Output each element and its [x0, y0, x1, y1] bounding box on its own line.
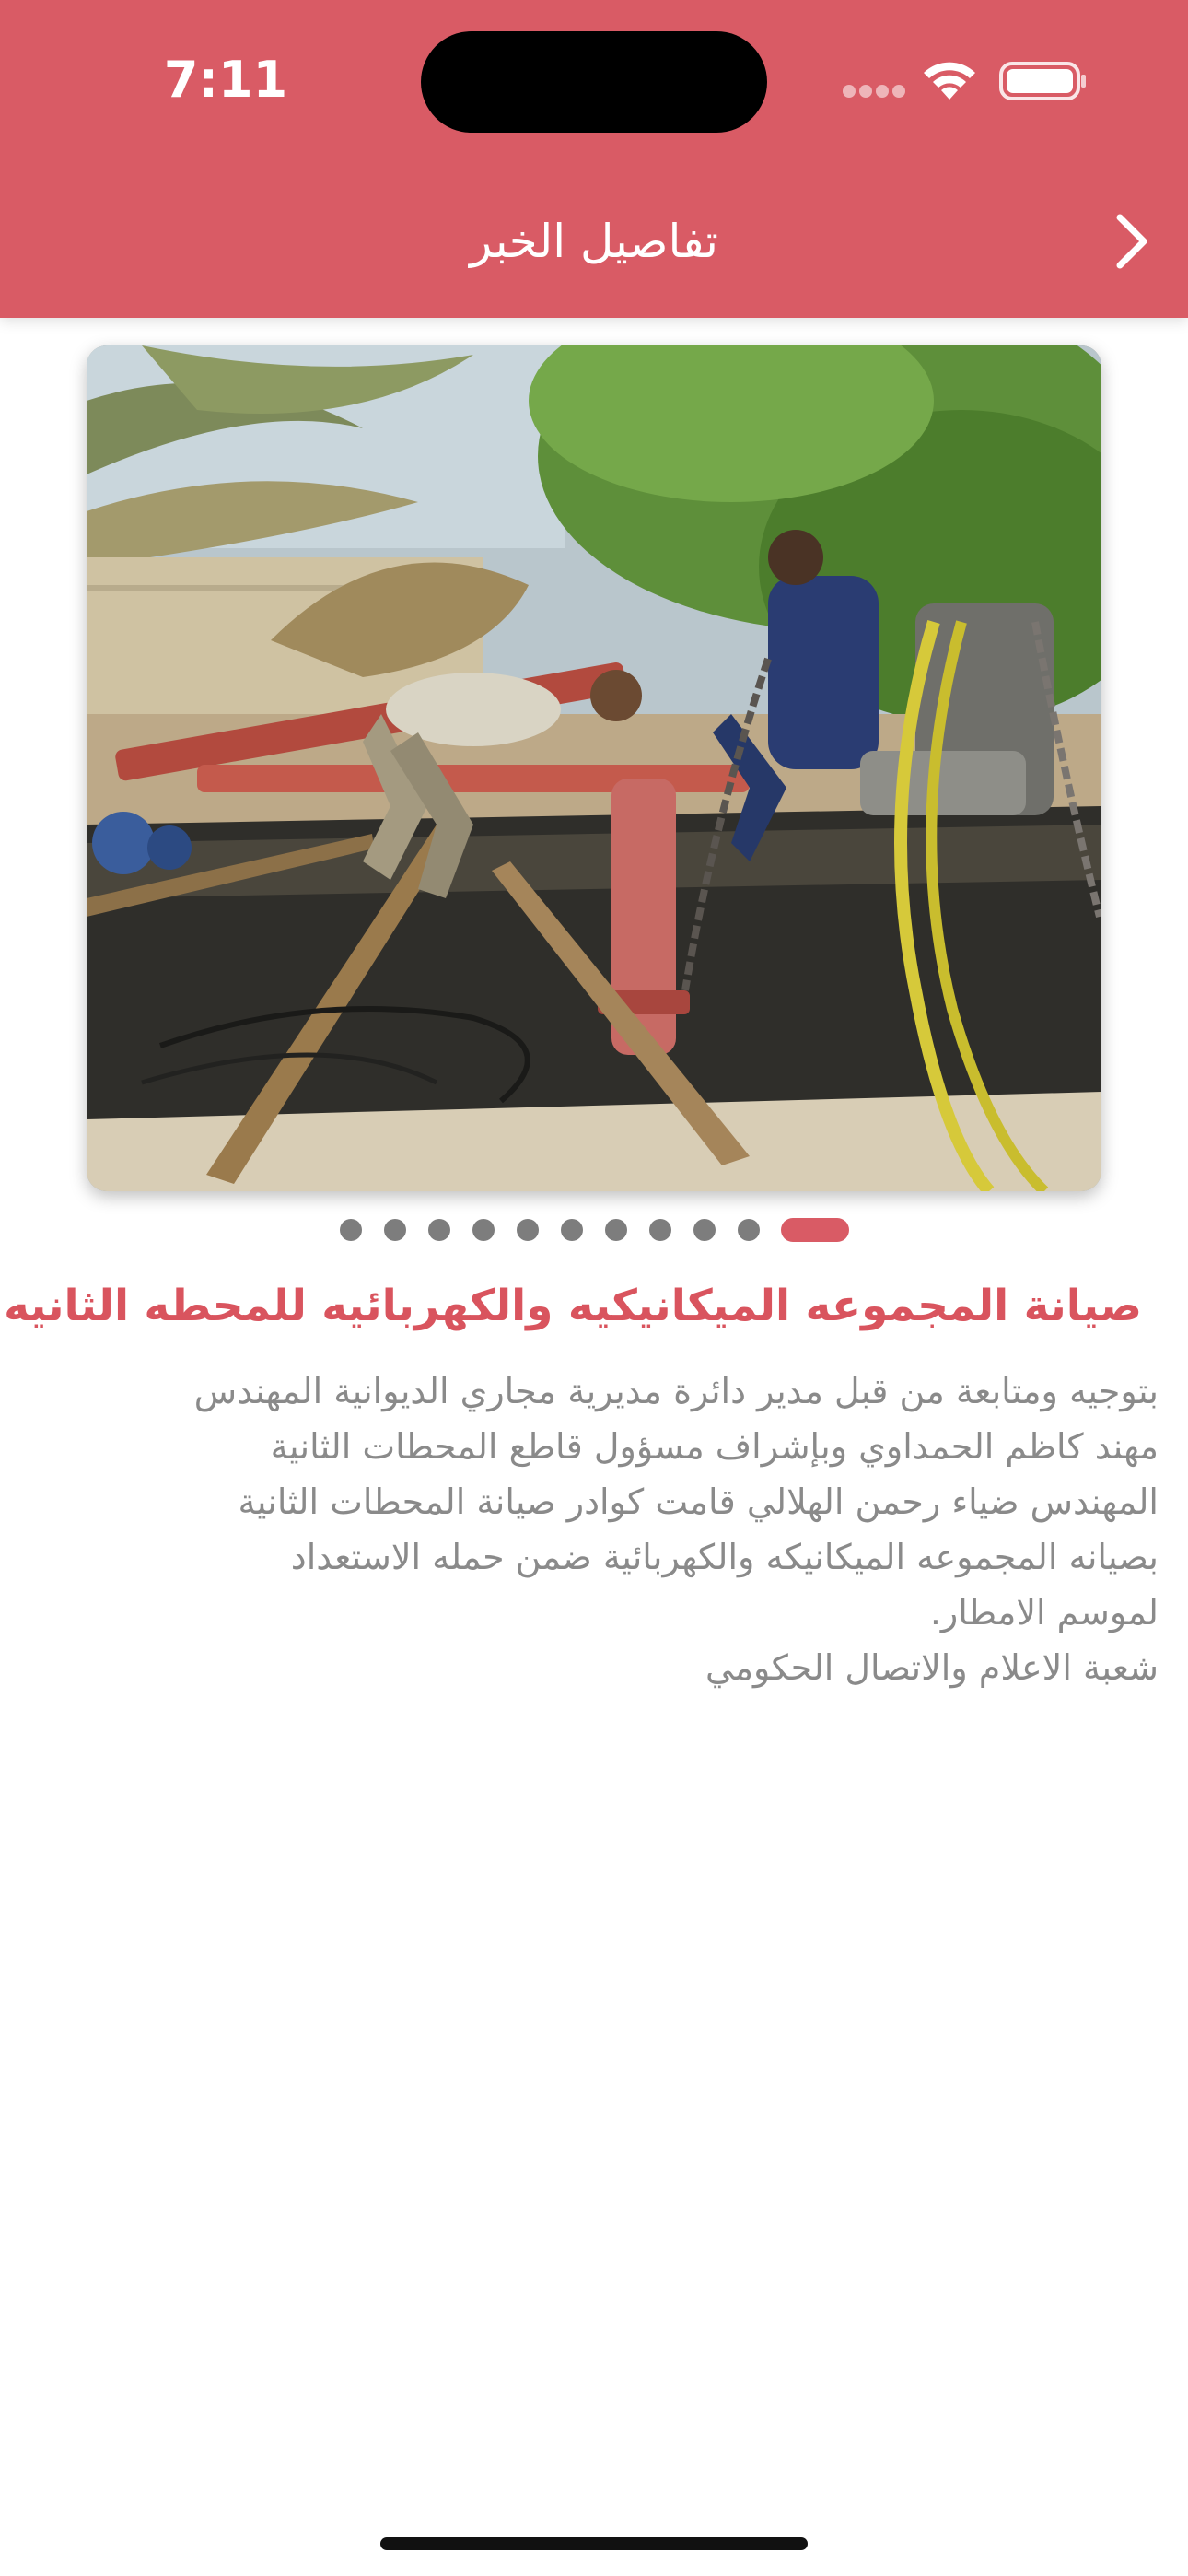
pager-dot[interactable] — [517, 1219, 539, 1241]
article-body-line: لموسم الامطار. — [929, 1592, 1159, 1633]
article-body-line: مهند كاظم الحمداوي وبإشراف مسؤول قاطع المحطات الثانية — [270, 1426, 1159, 1467]
pager-dot[interactable] — [561, 1219, 583, 1241]
wifi-icon — [921, 57, 978, 101]
article-body — [55, 1364, 1159, 1714]
pager-dot-active[interactable] — [781, 1218, 849, 1242]
nav-header — [0, 0, 1188, 318]
battery-icon — [999, 61, 1088, 101]
news-photo[interactable] — [87, 345, 1101, 1191]
image-pager[interactable] — [0, 1218, 1188, 1242]
photo-illustration — [87, 345, 1101, 1191]
pager-dot[interactable] — [693, 1219, 716, 1241]
article-body-line: بتوجيه ومتابعة من قبل مدير دائرة مديرية مجاري الديوانية المهندس — [193, 1371, 1159, 1411]
pager-dot[interactable] — [472, 1219, 495, 1241]
status-time: 7:11 — [163, 51, 288, 109]
back-button[interactable] — [1096, 205, 1170, 278]
cellular-signal-icon — [843, 85, 905, 100]
pager-dot[interactable] — [384, 1219, 406, 1241]
home-indicator[interactable] — [380, 2537, 808, 2550]
chevron-right-icon — [1114, 212, 1151, 271]
pager-dot[interactable] — [649, 1219, 671, 1241]
article-body-line: المهندس ضياء رحمن الهلالي قامت كوادر صيانة المحطات الثانية — [238, 1481, 1159, 1522]
pager-dot[interactable] — [428, 1219, 450, 1241]
pager-dot[interactable] — [340, 1219, 362, 1241]
page-title: تفاصيل الخبر — [470, 215, 718, 268]
article-title: صيانة المجموعه الميكانيكيه والكهربائيه للمحطه الثانيه — [4, 1281, 1142, 1331]
pager-dot[interactable] — [605, 1219, 627, 1241]
dynamic-island — [421, 31, 767, 133]
article-body-line: بصيانه المجموعه الميكانيكه والكهربائية ضمن حمله الاستعداد — [290, 1537, 1159, 1577]
pager-dot[interactable] — [738, 1219, 760, 1241]
article-body-line: شعبة الاعلام والاتصال الحكومي — [705, 1647, 1159, 1688]
